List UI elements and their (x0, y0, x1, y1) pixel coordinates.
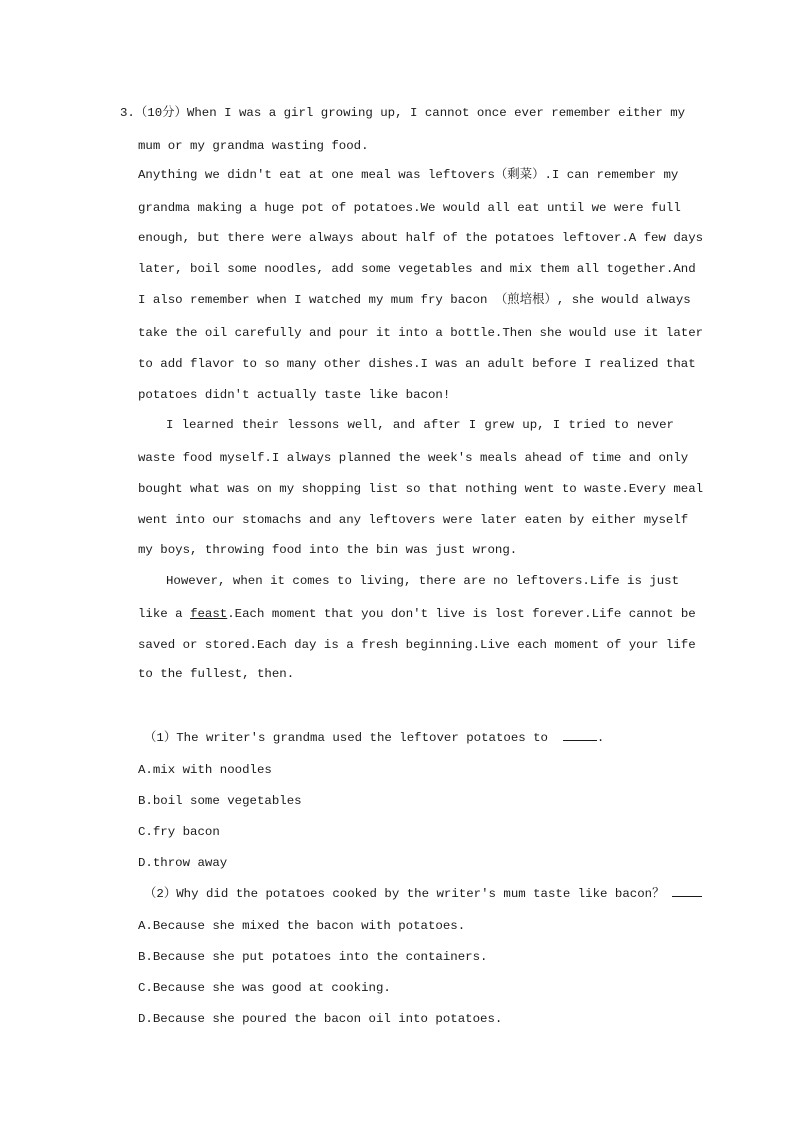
question-2-stem (144, 884, 674, 903)
passage-line: I also remember when I watched my mum fry bacon （煎培根）, she would always (138, 293, 691, 307)
question-number: 3. (120, 106, 135, 120)
passage-line: However, when it comes to living, there are no leftovers.Life is just (166, 574, 680, 588)
answer-blank[interactable] (672, 884, 702, 897)
score-label: （10分） (134, 106, 187, 120)
passage-line: saved or stored.Each day is a fresh beginning.Live each moment of your life (138, 638, 696, 652)
option-d: D.Because she poured the bacon oil into potatoes. (138, 1012, 503, 1026)
option-c: C.Because she was good at cooking. (138, 981, 391, 995)
option-a: A.mix with noodles (138, 763, 272, 777)
passage-line: to add flavor to so many other dishes.I was an adult before I realized that (138, 357, 696, 371)
passage-line: waste food myself.I always planned the week's meals ahead of time and only (138, 451, 689, 465)
passage-line: bought what was on my shopping list so that nothing went to waste.Every meal (138, 482, 704, 496)
passage-line: to the fullest, then. (138, 667, 295, 681)
passage-text: .Each moment that you don't live is lost forever.Life cannot be (227, 607, 696, 621)
passage-line (138, 605, 696, 623)
option-d: D.throw away (138, 856, 228, 870)
passage-line: Anything we didn't eat at one meal was leftovers（剩菜）.I can remember my (138, 168, 679, 182)
passage-line: later, boil some noodles, add some vegetables and mix them all together.And (138, 262, 696, 276)
question-stem-text: （2）Why did the potatoes cooked by the writer's mum taste like bacon？ (144, 887, 665, 901)
answer-blank[interactable] (563, 728, 597, 741)
option-b: B.boil some vegetables (138, 794, 302, 808)
option-a: A.Because she mixed the bacon with potatoes. (138, 919, 466, 933)
passage-line: mum or my grandma wasting food. (138, 139, 369, 153)
passage-line: When I was a girl growing up, I cannot once ever remember either my (186, 106, 686, 120)
passage-line: went into our stomachs and any leftovers were later eaten by either myself (138, 513, 689, 527)
option-b: B.Because she put potatoes into the containers. (138, 950, 488, 964)
question-stem-text: （1）The writer's grandma used the leftover potatoes to (144, 731, 548, 745)
question-1-stem: （1）The writer's grandma used the leftover potatoes to . (144, 728, 674, 747)
option-c: C.fry bacon (138, 825, 220, 839)
passage-line: I learned their lessons well, and after I grew up, I tried to never (166, 418, 674, 432)
passage-line: grandma making a huge pot of potatoes.We would all eat until we were full (138, 201, 681, 215)
passage-line: enough, but there were always about half of the potatoes leftover.A few days (138, 231, 704, 245)
passage-first-line (120, 104, 686, 122)
underlined-word-feast: feast (190, 607, 228, 621)
passage-line: potatoes didn't actually taste like bacon! (138, 388, 451, 402)
passage-line: my boys, throwing food into the bin was just wrong. (138, 543, 518, 557)
passage-text: like a (138, 607, 191, 621)
passage-line: take the oil carefully and pour it into a bottle.Then she would use it later (138, 326, 704, 340)
